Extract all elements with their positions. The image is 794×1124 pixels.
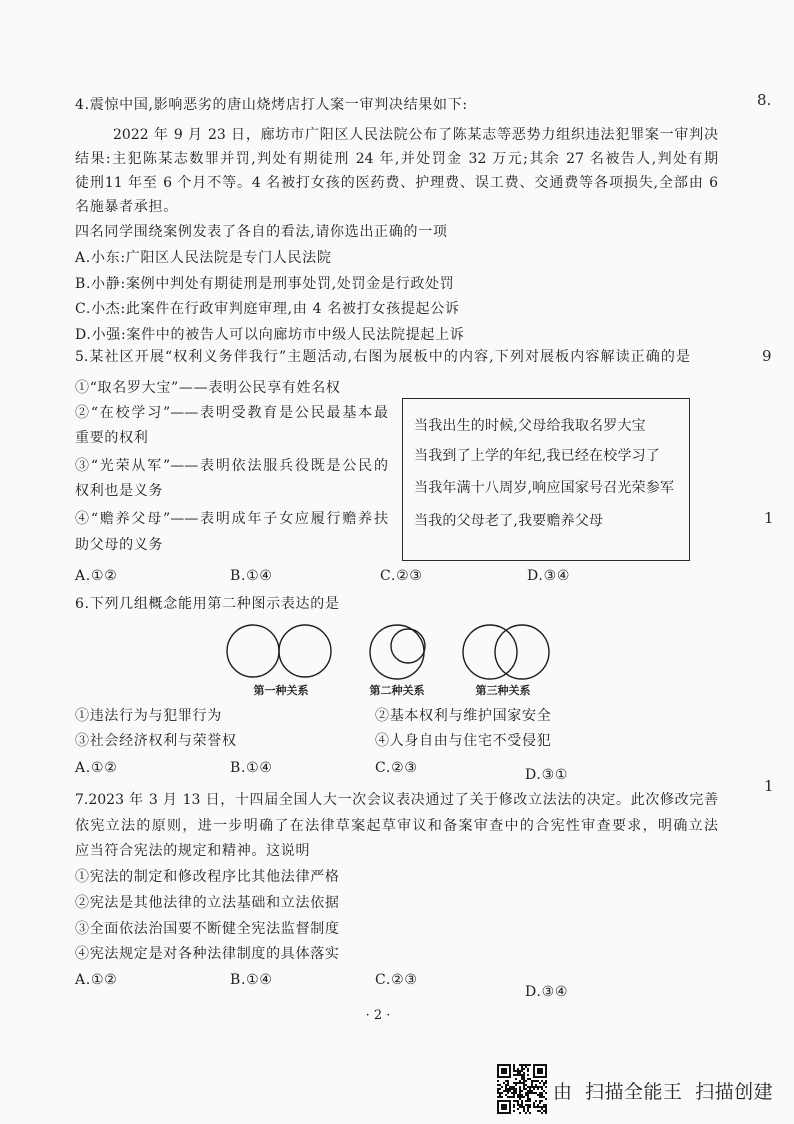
- option-a: A.小东:广阳区人民法院是专门人民法院: [75, 250, 332, 266]
- option-d: D.③①: [525, 767, 569, 783]
- option-b: B.小静:案例中判处有期徒刑是刑事处罚,处罚金是行政处罚: [75, 276, 455, 292]
- relationship-diagrams: [215, 612, 555, 704]
- question-stem: 依宪立法的原则，进一步明确了在法律草案起草审议和备案审查中的合宪性审查要求，明确立法: [75, 818, 718, 834]
- qr-code-icon: [497, 1064, 547, 1114]
- margin-mark: 9: [762, 347, 772, 365]
- material-line: 结果:主犯陈某志数罪并罚,判处有期徒刑 24 年,并处罚金 32 万元;其余 27 名被告人,判处有期: [75, 151, 718, 167]
- diagram-first-relation: [227, 625, 331, 677]
- diagram-label: 第二种关系: [369, 684, 425, 697]
- option-c: C.②③: [375, 972, 418, 988]
- statement-line: ②基本权利与维护国家安全: [375, 708, 552, 724]
- question-stem: 应当符合宪法的规定和精神。这说明: [75, 843, 311, 859]
- question-stem: 6.下列几组概念能用第二种图示表达的是: [75, 596, 340, 612]
- option-c: C.小杰:此案件在行政审判庭审理,由 4 名被打女孩提起公诉: [75, 301, 460, 317]
- question-prompt: 四名同学围绕案例发表了各自的看法,请你选出正确的一项: [75, 224, 448, 240]
- statement-line: 助父母的义务: [75, 537, 164, 553]
- statement-line: ①宪法的制定和修改程序比其他法律严格: [75, 869, 340, 885]
- board-line: 当我到了上学的年纪,我已经在校学习了: [414, 448, 661, 464]
- statement-line: ④“赡养父母”——表明成年子女应履行赡养扶: [75, 511, 388, 527]
- margin-mark: 1: [764, 509, 774, 527]
- option-c: C.②③: [380, 568, 423, 584]
- statement-line: ④人身自由与住宅不受侵犯: [375, 733, 552, 749]
- margin-mark: 8.: [757, 91, 772, 109]
- scanner-watermark: 由 扫描全能王 扫描创建: [553, 1081, 774, 1103]
- diagram-circle: [463, 625, 517, 679]
- question-stem: 7.2023 年 3 月 13 日，十四届全国人大一次会议表决通过了关于修改立法法的决定。此次修改完善: [75, 792, 718, 808]
- question-stem: 4.震惊中国,影响恶劣的唐山烧烤店打人案一审判决结果如下:: [75, 97, 468, 113]
- diagram-circle: [495, 625, 549, 679]
- statement-line: ②宪法是其他法律的立法基础和立法依据: [75, 895, 340, 911]
- statement-line: ①违法行为与犯罪行为: [75, 708, 222, 724]
- margin-mark: 1: [764, 777, 774, 795]
- diagram-label: 第一种关系: [253, 684, 309, 697]
- board-line: 当我出生的时候,父母给我取名罗大宝: [414, 418, 646, 434]
- option-a: A.①②: [75, 568, 118, 584]
- statement-line: 权利也是义务: [75, 483, 164, 499]
- diagram-second-relation: [370, 625, 425, 679]
- board-line: 当我的父母老了,我要赡养父母: [414, 513, 604, 529]
- option-b: B.①④: [230, 972, 273, 988]
- page-number: · 2 ·: [365, 1008, 391, 1023]
- statement-line: ③全面依法治国要不断健全宪法监督制度: [75, 921, 340, 937]
- option-c: C.②③: [375, 760, 418, 776]
- material-line: 徒刑11 年至 6 个月不等。4 名被打女孩的医药费、护理费、误工费、交通费等各项损失,全部由 6: [75, 175, 718, 191]
- option-b: B.①④: [230, 568, 273, 584]
- display-board: [402, 398, 690, 561]
- board-line: 当我年满十八周岁,响应国家号召光荣参军: [414, 480, 675, 496]
- question-stem: 5.某社区开展“权利义务伴我行”主题活动,右图为展板中的内容,下列对展板内容解读正确的是: [75, 349, 690, 365]
- diagram-circle: [227, 625, 279, 677]
- statement-line: ②“在校学习”——表明受教育是公民最基本最: [75, 405, 388, 421]
- diagram-circle: [279, 625, 331, 677]
- statement-line: ①“取名罗大宝”——表明公民享有姓名权: [75, 380, 341, 396]
- option-a: A.①②: [75, 972, 118, 988]
- diagram-circle: [391, 629, 425, 663]
- statement-line: ④宪法规定是对各种法律制度的具体落实: [75, 946, 340, 962]
- statement-line: ③“光荣从军”——表明依法服兵役既是公民的: [75, 458, 388, 474]
- statement-line: ③社会经济权利与荣誉权: [75, 733, 237, 749]
- option-d: D.③④: [527, 568, 571, 584]
- option-d: D.小强:案件中的被告人可以向廊坊市中级人民法院提起上诉: [75, 327, 465, 343]
- option-a: A.①②: [75, 760, 118, 776]
- diagram-third-relation: [463, 625, 549, 679]
- material-line: 2022 年 9 月 23 日，廊坊市广阳区人民法院公布了陈某志等恶势力组织违法犯罪案一审判决: [113, 127, 718, 143]
- option-d: D.③④: [525, 984, 569, 1000]
- option-b: B.①④: [230, 760, 273, 776]
- material-line: 名施暴者承担。: [75, 199, 178, 215]
- diagram-label: 第三种关系: [475, 684, 531, 697]
- statement-line: 重要的权利: [75, 430, 149, 446]
